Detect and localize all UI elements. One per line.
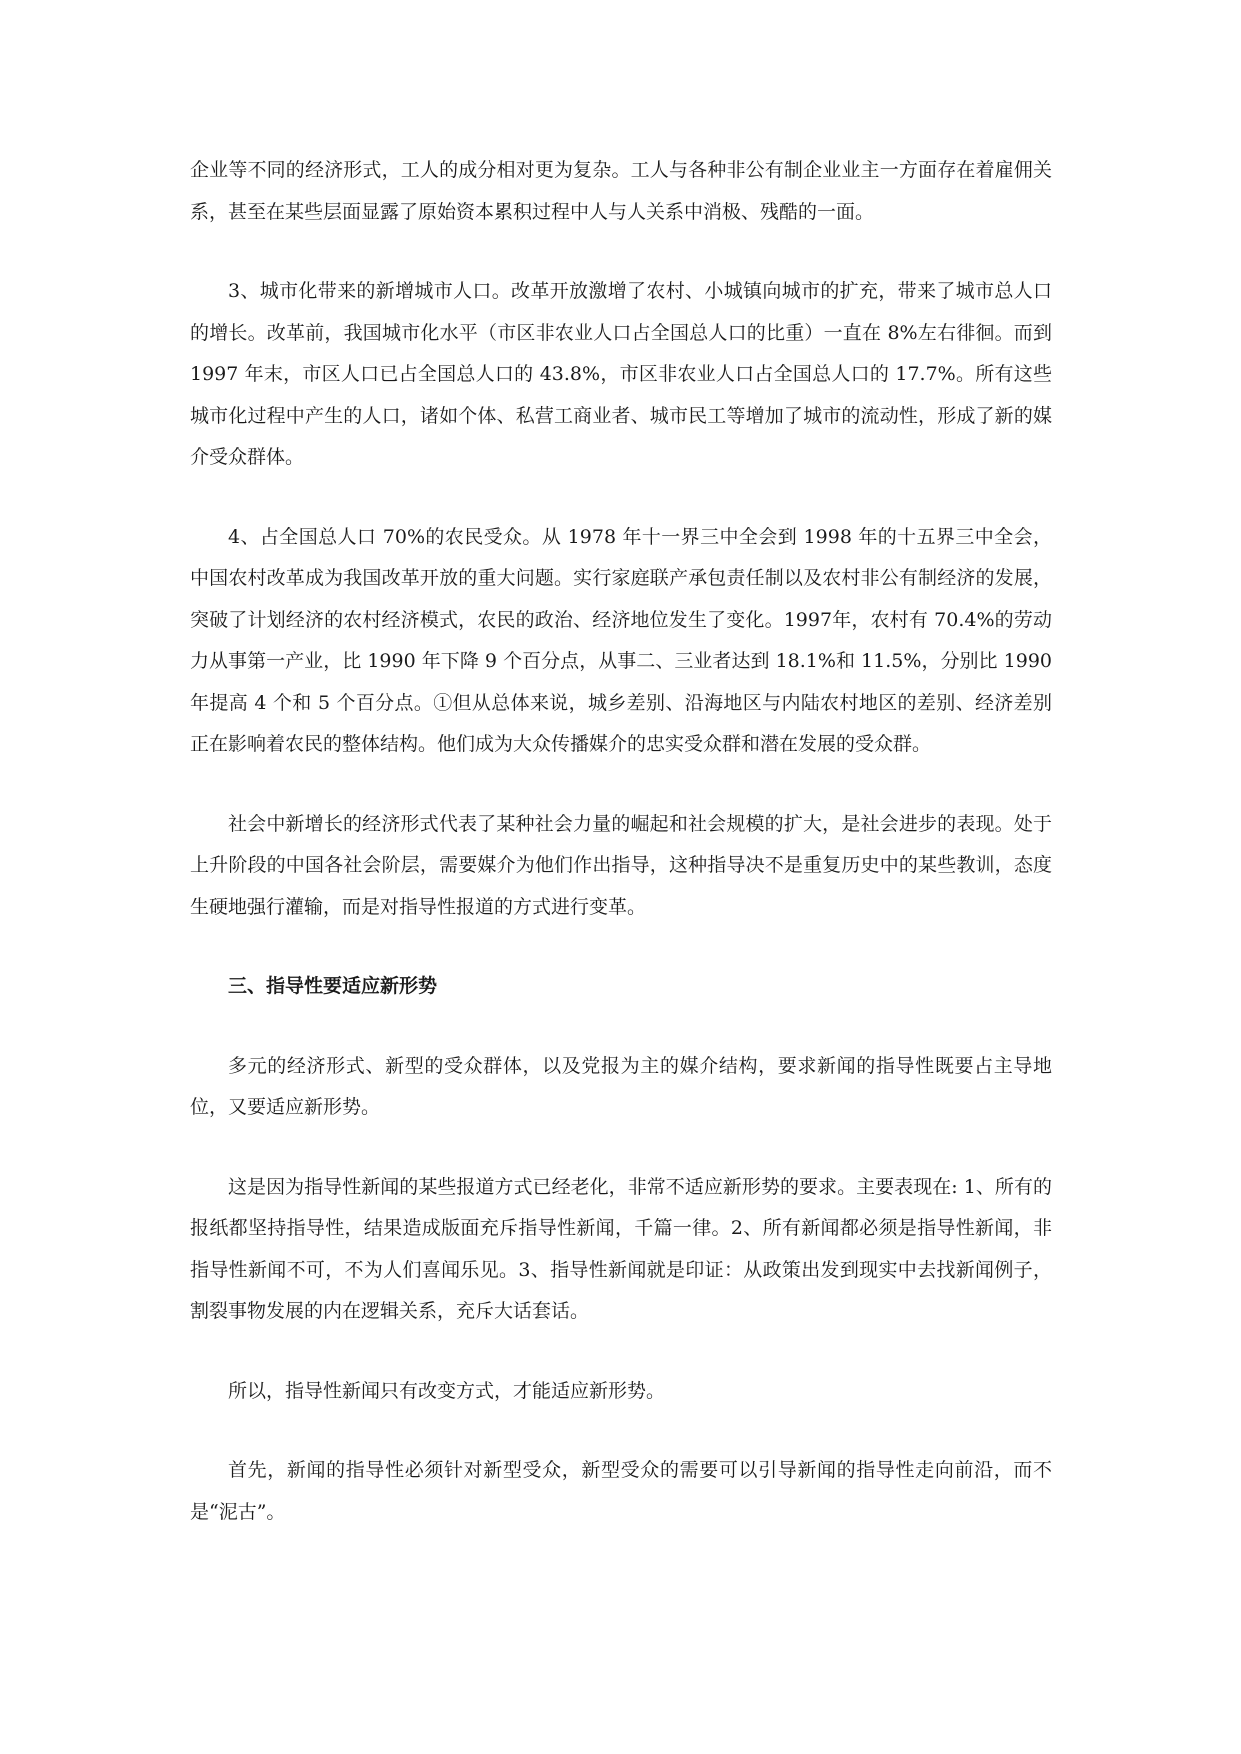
paragraph-conclusion: 所以，指导性新闻只有改变方式，才能适应新形势。 — [228, 1379, 666, 1402]
section-heading: 三、指导性要适应新形势 — [228, 975, 438, 997]
document-body — [190, 150, 1052, 1571]
paragraph-problems: 这是因为指导性新闻的某些报道方式已经老化，非常不适应新形势的要求。主要表现在: 1、所有的报纸都坚持指导性，结果造成版面充斥指导性新闻，千篇一律。2、所有新闻都必须是指导性新闻，非指导性新闻不可，不为人们喜闻乐见。3、指导性新闻就是印证：从政策出发到现实中去找新闻例子，割裂事物发展的内在逻辑关系，充斥大话套话。 — [190, 1175, 1052, 1322]
paragraph-farmers: 4、占全国总人口 70%的农民受众。从 1978 年十一界三中全会到 1998 年的十五界三中全会，中国农村改革成为我国改革开放的重大问题。实行家庭联产承包责任制以及农村非公有制经济的发展，突破了计划经济的农村经济模式，农民的政治、经济地位发生了变化。1997年，农村有 70.4%的劳动力从事第一产业，比 1990 年下降 9 个百分点，从事二、三业者达到 18.1%和 11.5%，分别比 1990 年提高 4 个和 5 个百分点。①但从总体来说，城乡差别、沿海地区与内陆农村地区的差别、经济差别正在影响着农民的整体结构。他们成为大众传播媒介的忠实受众群和潜在发展的受众群。 — [190, 525, 1052, 755]
paragraph-first-point: 首先，新闻的指导性必须针对新型受众，新型受众的需要可以引导新闻的指导性走向前沿，而不是“泥古”。 — [190, 1459, 1052, 1523]
paragraph-social-progress: 社会中新增长的经济形式代表了某种社会力量的崛起和社会规模的扩大，是社会进步的表现。处于上升阶段的中国各社会阶层，需要媒介为他们作出指导，这种指导决不是重复历史中的某些教训，态度生硬地强行灌输，而是对指导性报道的方式进行变革。 — [190, 812, 1052, 918]
paragraph-media-structure: 多元的经济形式、新型的受众群体，以及党报为主的媒介结构，要求新闻的指导性既要占主导地位，又要适应新形势。 — [190, 1054, 1052, 1118]
paragraph-continuation: 企业等不同的经济形式，工人的成分相对更为复杂。工人与各种非公有制企业业主一方面存在着雇佣关系，甚至在某些层面显露了原始资本累积过程中人与人关系中消极、残酷的一面。 — [190, 159, 1052, 223]
paragraph-urbanization: 3、城市化带来的新增城市人口。改革开放激增了农村、小城镇向城市的扩充，带来了城市总人口的增长。改革前，我国城市化水平（市区非农业人口占全国总人口的比重）一直在 8%左右徘徊。而到 1997 年末，市区人口已占全国总人口的 43.8%，市区非农业人口占全国总人口的 17.7%。所有这些城市化过程中产生的人口，诸如个体、私营工商业者、城市民工等增加了城市的流动性，形成了新的媒介受众群体。 — [190, 280, 1052, 468]
